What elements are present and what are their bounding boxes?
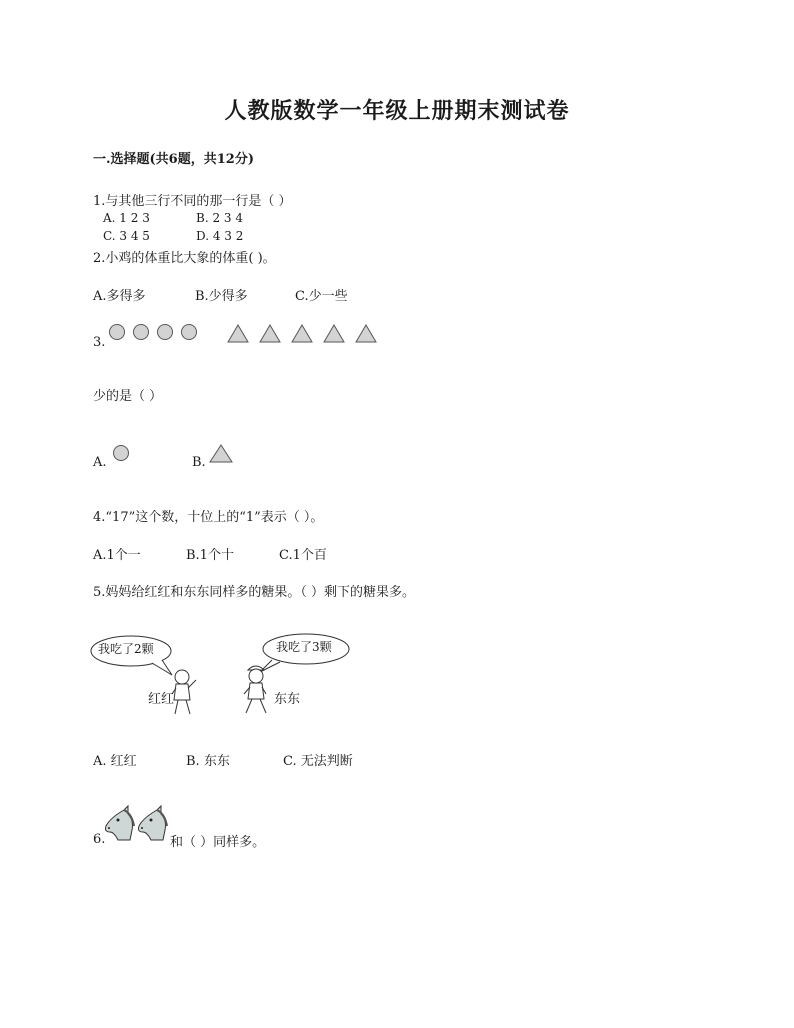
triangle-icon xyxy=(356,325,376,342)
name-label-left: 红红 xyxy=(148,692,175,707)
question-2-stem: 2.小鸡的体重比大象的体重( )。 xyxy=(93,251,276,266)
question-4-option-a[interactable]: A.1个一 xyxy=(93,548,141,563)
question-4-stem: 4.“17”这个数，十位上的“1”表示（ ）。 xyxy=(93,510,324,525)
question-6-number: 6. xyxy=(93,832,106,847)
horse-head-icon xyxy=(139,806,168,840)
horse-head-icon xyxy=(106,806,135,840)
section-heading: 一.选择题(共6题，共12分) xyxy=(93,152,254,167)
question-6-stem: 和（ ）同样多。 xyxy=(170,835,266,850)
name-label-right: 东东 xyxy=(274,692,301,707)
question-3-prompt: 少的是（ ） xyxy=(93,389,163,404)
triangle-icon xyxy=(324,325,344,342)
question-3-option-b[interactable]: B. xyxy=(192,455,206,470)
question-5-option-a[interactable]: A. 红红 xyxy=(93,754,137,769)
circle-icon xyxy=(157,324,173,340)
triangle-icon xyxy=(292,325,312,342)
question-2-option-b[interactable]: B.少得多 xyxy=(195,289,248,304)
bubble-right-text: 我吃了3颗 xyxy=(276,640,332,654)
page-title: 人教版数学一年级上册期末测试卷 xyxy=(224,98,570,124)
bubble-left-text: 我吃了2颗 xyxy=(98,642,154,656)
question-1-option-c[interactable]: C. 3 4 5 xyxy=(103,229,150,243)
question-5-option-c[interactable]: C. 无法判断 xyxy=(283,754,353,769)
triangle-icon xyxy=(260,325,280,342)
circle-icon xyxy=(133,324,149,340)
triangle-icon xyxy=(228,325,248,342)
question-3-number: 3. xyxy=(93,335,106,350)
question-3-triangle-row xyxy=(226,323,386,345)
question-2-option-a[interactable]: A.多得多 xyxy=(93,289,146,304)
question-1-stem: 1.与其他三行不同的那一行是（ ） xyxy=(93,194,292,209)
question-2-option-c[interactable]: C.少一些 xyxy=(295,289,348,304)
option-a-circle-icon xyxy=(113,445,129,461)
question-6-horse-row xyxy=(104,806,170,844)
question-5-stem: 5.妈妈给红红和东东同样多的糖果。（ ）剩下的糖果多。 xyxy=(93,585,416,600)
question-1-option-b[interactable]: B. 2 3 4 xyxy=(196,211,243,225)
question-1-option-a[interactable]: A. 1 2 3 xyxy=(103,211,150,225)
question-4-option-b[interactable]: B.1个十 xyxy=(186,548,234,563)
question-5-option-b[interactable]: B. 东东 xyxy=(186,754,230,769)
question-3-option-a[interactable]: A. xyxy=(93,455,107,470)
question-1-option-d[interactable]: D. 4 3 2 xyxy=(196,229,244,243)
circle-icon xyxy=(181,324,197,340)
circle-icon xyxy=(109,324,125,340)
question-4-option-c[interactable]: C.1个百 xyxy=(279,548,327,563)
option-b-triangle-icon xyxy=(209,444,233,464)
